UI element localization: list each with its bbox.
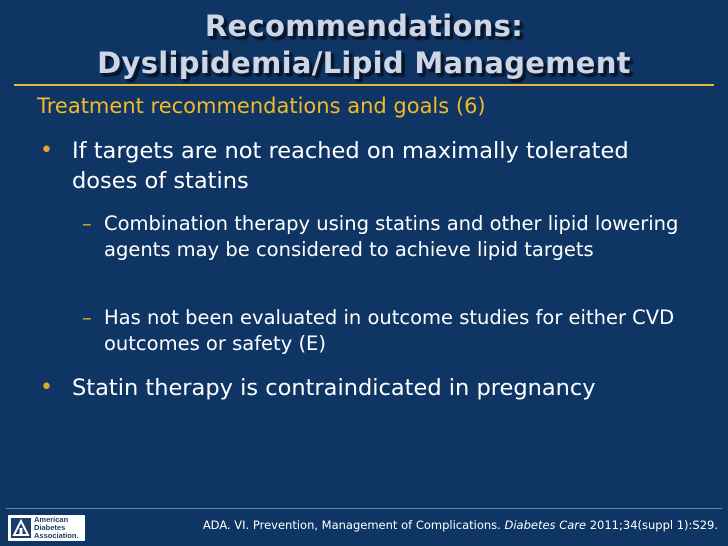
logo-text: American Diabetes Association. [34, 515, 79, 540]
sub-bullet-item [82, 211, 694, 263]
title-line-2: Dyslipidemia/Lipid Management [97, 46, 631, 80]
ada-logo [8, 515, 85, 541]
citation [203, 518, 718, 532]
subheading: Treatment recommendations and goals (6) [37, 94, 486, 118]
sub-bullet-text: Combination therapy using statins and other lipid lowering agents may be considered to achieve lipid targets [104, 212, 679, 261]
title-divider [14, 84, 714, 86]
sub-bullet-marker: – [82, 212, 92, 235]
triangle-icon [11, 518, 31, 538]
bullet-text: Statin therapy is contraindicated in pregnancy [72, 375, 596, 401]
citation-text: ADA. VI. Prevention, Management of Complications. [202, 518, 505, 532]
citation-ref: 2011;34(suppl 1):S29. [586, 518, 718, 532]
sub-bullet-item [82, 305, 704, 357]
sub-bullet-marker: – [82, 306, 92, 329]
title-line-1: Recommendations: [204, 9, 524, 43]
footer-divider [6, 508, 722, 509]
slide-title [0, 0, 728, 86]
bullet-item [40, 373, 672, 403]
bullet-item [40, 136, 672, 196]
bullet-text: If targets are not reached on maximally tolerated doses of statins [72, 138, 629, 194]
bullet-marker: • [40, 138, 53, 163]
citation-journal: Diabetes Care [504, 518, 587, 532]
bullet-marker: • [40, 375, 53, 400]
sub-bullet-text: Has not been evaluated in outcome studies for either CVD outcomes or safety (E) [104, 306, 675, 355]
